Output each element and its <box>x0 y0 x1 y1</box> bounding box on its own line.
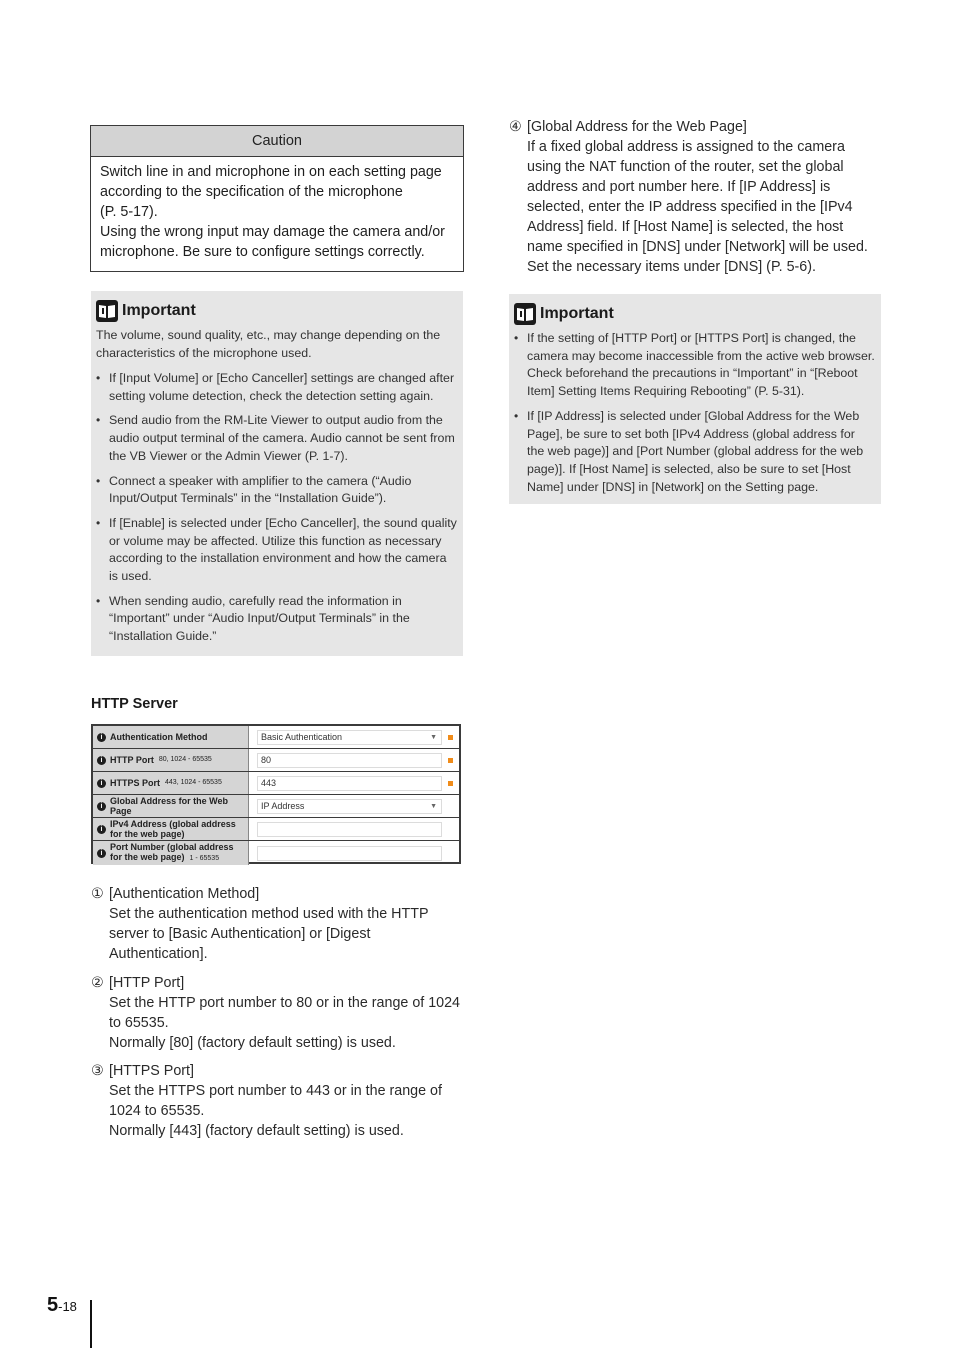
item-number: ④ <box>509 119 522 135</box>
item-line: name specified in [DNS] under [Network] will be used. <box>527 239 868 255</box>
caution-box <box>90 125 464 272</box>
https-port-input[interactable]: 443 <box>257 776 442 791</box>
page-number: 5-18 <box>47 1294 77 1316</box>
info-icon: i <box>97 802 106 811</box>
port-number-input[interactable] <box>257 846 442 861</box>
item-number: ② <box>91 975 104 991</box>
info-icon: i <box>97 779 106 788</box>
list-item: • When sending audio, carefully read the information in “Important” under “Audio Input/Output Terminals” in the “Installation Guide.” <box>96 593 457 646</box>
required-marker <box>448 758 453 763</box>
item-line: Set the necessary items under [DNS] (P. 5-6). <box>527 259 816 275</box>
important-box-right <box>509 294 881 504</box>
setting-label: i Authentication Method <box>93 726 249 748</box>
setting-label: i Global Address for the Web Page <box>93 795 249 817</box>
item-global-address <box>509 117 889 277</box>
list-item: • If [IP Address] is selected under [Global Address for the Web Page], be sure to set both [IPv4 Address (global address for the web page)] and [Port Number (global address for the web page)]. If [Host Name] is selected, also be sure to set [Host Name] under [DNS] in [Network] on the Setting page. <box>514 408 875 497</box>
item-number: ③ <box>91 1063 104 1079</box>
required-marker <box>448 781 453 786</box>
range-hint: 443, 1024 - 65535 <box>165 779 222 786</box>
item-heading: [Global Address for the Web Page] <box>527 119 747 135</box>
item-https-port <box>91 1061 463 1141</box>
caution-body <box>91 157 463 271</box>
range-hint: 80, 1024 - 65535 <box>158 756 212 763</box>
important-list <box>514 330 875 496</box>
important-title: Important <box>122 302 196 319</box>
http-port-input[interactable]: 80 <box>257 753 442 768</box>
list-item: • If the setting of [HTTP Port] or [HTTPS Port] is changed, the camera may become inaccessible from the active web browser. Check beforehand the precautions in “Important” in “[Reboot Item] Setting Items Requiring Rebooting” (P. 5-31). <box>514 330 875 401</box>
important-header <box>514 302 875 326</box>
ipv4-address-input[interactable] <box>257 822 442 837</box>
settings-panel <box>91 724 461 864</box>
setting-label: i HTTP Port 80, 1024 - 65535 <box>93 749 249 771</box>
item-http-port <box>91 973 463 1053</box>
list-item: • Connect a speaker with amplifier to the camera (“Audio Input/Output Terminals” in the “Installation Guide”). <box>96 473 457 508</box>
authentication-method-select[interactable]: Basic Authentication ▼ <box>257 730 442 745</box>
item-line: selected, enter the IP address specified in the [IPv4 <box>527 199 853 215</box>
item-heading: [HTTPS Port] <box>109 1063 194 1079</box>
book-icon <box>514 303 536 325</box>
item-number: ① <box>91 886 104 902</box>
section-title: HTTP Server <box>91 696 178 712</box>
item-line: 1024 to 65535. <box>109 1103 205 1119</box>
setting-row-port-number <box>93 841 459 865</box>
info-icon: i <box>97 756 106 765</box>
caution-line: Using the wrong input may damage the camera and/or <box>100 224 445 240</box>
item-line: using the NAT function of the router, set the global <box>527 159 844 175</box>
item-line: server to [Basic Authentication] or [Digest <box>109 926 371 942</box>
item-heading: [Authentication Method] <box>109 886 260 902</box>
item-line: Set the HTTPS port number to 443 or in the range of <box>109 1083 442 1099</box>
global-address-select[interactable]: IP Address ▼ <box>257 799 442 814</box>
setting-row-global-address <box>93 795 459 818</box>
important-box-left <box>91 291 463 656</box>
book-icon <box>96 300 118 322</box>
setting-row-ipv4-address <box>93 818 459 841</box>
range-hint: 1 - 65535 <box>189 855 220 862</box>
list-item: • Send audio from the RM-Lite Viewer to output audio from the audio output terminal of the camera. Audio cannot be sent from the VB Viewer or the Admin Viewer (P. 1-7). <box>96 412 457 465</box>
important-header <box>96 299 457 323</box>
item-line: Normally [443] (factory default setting) is used. <box>109 1123 404 1139</box>
item-line: address and port number here. If [IP Address] is <box>527 179 831 195</box>
chevron-down-icon: ▼ <box>430 733 437 741</box>
important-list <box>96 370 457 646</box>
required-marker <box>448 735 453 740</box>
item-heading: [HTTP Port] <box>109 975 185 991</box>
item-line: Authentication]. <box>109 946 208 962</box>
item-line: Normally [80] (factory default setting) is used. <box>109 1035 396 1051</box>
info-icon: i <box>97 825 106 834</box>
item-line: If a fixed global address is assigned to the camera <box>527 139 845 155</box>
item-authentication-method <box>91 884 463 964</box>
page-divider <box>90 1300 92 1348</box>
caution-line: (P. 5-17). <box>100 204 158 220</box>
caution-title: Caution <box>91 126 463 157</box>
list-item: • If [Enable] is selected under [Echo Canceller], the sound quality or volume may be affected. Utilize this function as necessary according to the installation environment and how the camera is used. <box>96 515 457 586</box>
caution-line: microphone. Be sure to configure settings correctly. <box>100 244 425 260</box>
caution-line: Switch line in and microphone in on each setting page <box>100 164 442 180</box>
setting-label: i Port Number (global address for the web page) 1 - 65535 <box>93 841 249 865</box>
item-line: to 65535. <box>109 1015 169 1031</box>
setting-row-authentication-method <box>93 726 459 749</box>
setting-row-http-port <box>93 749 459 772</box>
caution-line: according to the specification of the microphone <box>100 184 403 200</box>
chevron-down-icon: ▼ <box>430 802 437 810</box>
list-item: • If [Input Volume] or [Echo Canceller] settings are changed after setting volume detection, check the detection setting again. <box>96 370 457 405</box>
important-intro: The volume, sound quality, etc., may change depending on the characteristics of the microphone used. <box>96 328 441 360</box>
setting-label: i HTTPS Port 443, 1024 - 65535 <box>93 772 249 794</box>
item-line: Set the HTTP port number to 80 or in the range of 1024 <box>109 995 461 1011</box>
item-line: Address] field. If [Host Name] is selected, the host <box>527 219 844 235</box>
setting-label: i IPv4 Address (global address for the web page) <box>93 818 249 840</box>
info-icon: i <box>97 733 106 742</box>
important-title: Important <box>540 305 614 322</box>
setting-row-https-port <box>93 772 459 795</box>
item-line: Set the authentication method used with the HTTP <box>109 906 429 922</box>
info-icon: i <box>97 849 106 858</box>
